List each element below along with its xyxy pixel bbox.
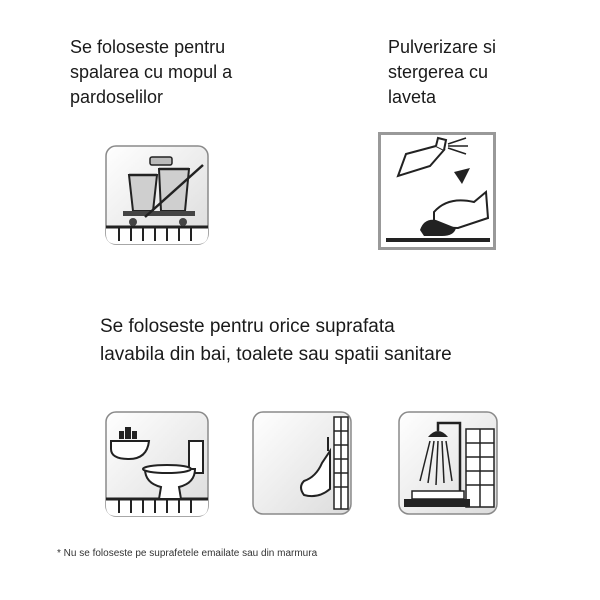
caption-surfaces: Se foloseste pentru orice suprafata lavabila din bai, toalete sau spatii sanitare [100, 316, 452, 365]
sink-and-toilet-icon [105, 411, 209, 517]
caption-spray: Pulverizare si stergerea cu laveta [388, 37, 497, 107]
spray-and-wipe-icon [378, 132, 496, 250]
footnote: * Nu se foloseste pe suprafetele emailate sau din marmura [57, 548, 318, 559]
caption-mop: Se foloseste pentru spalarea cu mopul a pardoselilor [70, 37, 233, 107]
urinal-icon [252, 411, 352, 515]
mop-bucket-cart-icon [105, 145, 209, 245]
shower-icon [398, 411, 498, 515]
